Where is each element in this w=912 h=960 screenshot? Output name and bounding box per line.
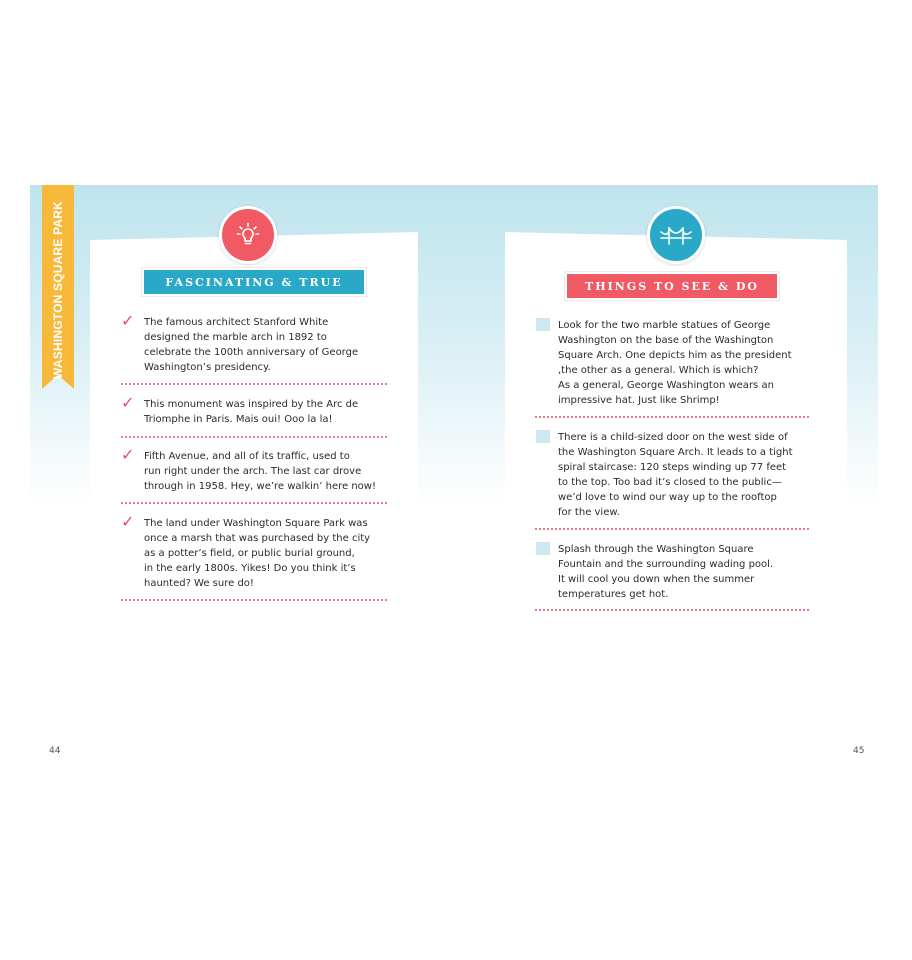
dotted-divider <box>535 609 809 611</box>
page-number-left: 44 <box>49 746 61 756</box>
checkmark-icon: ✓ <box>121 445 135 464</box>
checkmark-icon: ✓ <box>121 393 135 412</box>
activity-item <box>558 430 793 520</box>
activity-text: Splash through the Washington Square Fountain and the surrounding wading pool. It will cool you down when the summer temperatures get hot. <box>558 544 774 600</box>
fact-item <box>144 449 376 494</box>
fascinating-true-heading: FASCINATING & TRUE <box>142 268 366 296</box>
fact-item <box>144 516 370 591</box>
fact-text: The famous architect Stanford White designed the marble arch in 1892 to celebrate the 100th anniversary of George Washington’s presidency. <box>144 317 359 373</box>
activity-text: There is a child-sized door on the west side of the Washington Square Arch. It leads to a tight spiral staircase: 120 steps winding up 77 feet to the top. Too bad it’s closed to the public— we’d love to wind our way up to the rooftop for the view. <box>558 432 793 518</box>
dotted-divider <box>121 436 387 438</box>
lightbulb-badge <box>219 206 277 264</box>
fact-item <box>144 397 358 427</box>
checkbox-icon <box>536 430 550 443</box>
bridge-icon <box>659 222 693 248</box>
checkbox-icon <box>536 542 550 555</box>
checkmark-icon: ✓ <box>121 311 135 330</box>
checkbox-icon <box>536 318 550 331</box>
fact-text: The land under Washington Square Park was once a marsh that was purchased by the city as a potter’s field, or public burial ground, in the early 1800s. Yikes! Do you think it’s haunted? We sure do! <box>144 518 371 589</box>
dotted-divider <box>121 383 387 385</box>
dotted-divider <box>121 599 387 601</box>
page-number-right: 45 <box>853 746 865 756</box>
lightbulb-icon <box>234 221 262 249</box>
activity-item <box>558 318 792 408</box>
bridge-badge <box>647 206 705 264</box>
fact-text: This monument was inspired by the Arc de Triomphe in Paris. Mais oui! Ooo la la! <box>144 399 359 425</box>
fact-item <box>144 315 358 375</box>
checkmark-icon: ✓ <box>121 512 135 531</box>
section-bookmark-label: WASHINGTON SQUARE PARK <box>51 201 65 379</box>
dotted-divider <box>535 528 809 530</box>
activity-text: Look for the two marble statues of George Washington on the base of the Washington Square Arch. One depicts him as the president ,the other as a general. Which is which? As a general, George Washington wears an impressive hat. Just like Shrimp! <box>558 320 792 406</box>
things-to-see-heading: THINGS TO SEE & DO <box>565 272 779 300</box>
fact-text: Fifth Avenue, and all of its traffic, used to run right under the arch. The last car drove through in 1958. Hey, we’re walkin’ here now! <box>144 451 376 492</box>
activity-item <box>558 542 773 602</box>
dotted-divider <box>121 502 387 504</box>
dotted-divider <box>535 416 809 418</box>
